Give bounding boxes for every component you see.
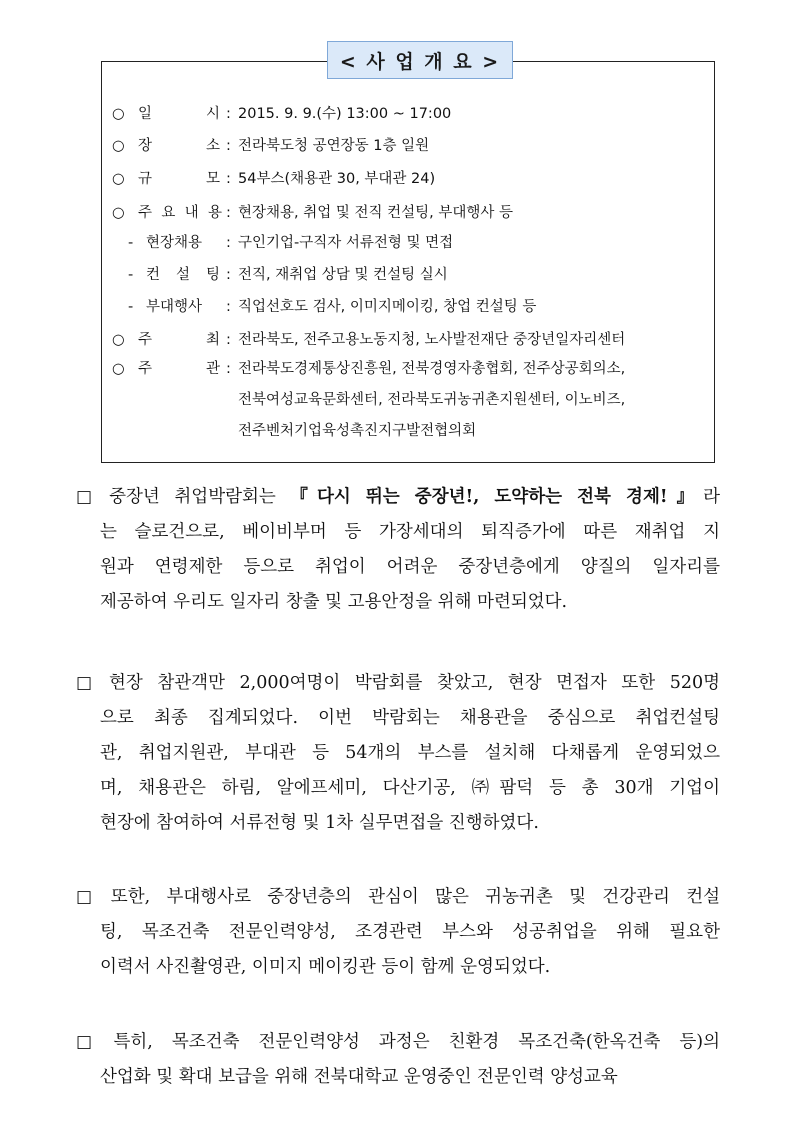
square-bullet-icon: □ (76, 487, 102, 507)
body-paragraph (76, 880, 720, 985)
dash-marker: - (128, 235, 134, 251)
summary-row-label-part: 일 (138, 106, 153, 122)
paragraph-line (76, 880, 720, 915)
summary-row-value: 전라북도청 공연장동 1층 일원 (238, 138, 430, 154)
summary-row (112, 360, 712, 380)
summary-row-label-part: 현장채용 (146, 235, 203, 251)
paragraph-line-text: 으로 최종 집계되었다. 이번 박람회는 채용관을 중심으로 취업컨설팅 (100, 708, 720, 728)
summary-row-label (138, 204, 222, 222)
summary-row-value: 2015. 9. 9.(수) 13:00 ~ 17:00 (238, 106, 452, 122)
circle-bullet-icon: ○ (112, 171, 125, 187)
paragraph-line (76, 915, 720, 950)
summary-row-colon: : (226, 361, 231, 377)
paragraph-line-text: 팅, 목조건축 전문인력양성, 조경관련 부스와 성공취업을 위해 필요한 (100, 922, 720, 942)
paragraph-line-text: 이력서 사진촬영관, 이미지 메이킹관 등이 함께 운영되었다. (100, 957, 551, 977)
dash-marker: - (128, 299, 134, 315)
paragraph-line (76, 480, 720, 515)
summary-row-value: 전라북도경제통상진흥원, 전북경영자총협회, 전주상공회의소, (238, 361, 626, 377)
paragraph-line-text: 는 슬로건으로, 베이비부머 등 가장세대의 퇴직증가에 따른 재취업 지 (100, 522, 720, 542)
summary-row-label-part: 시 (205, 106, 220, 122)
summary-row-label-part: 컨 (146, 267, 161, 283)
paragraph-line (76, 550, 720, 585)
paragraph-line (76, 736, 720, 771)
summary-row (128, 234, 728, 254)
summary-row-label-part: 내 (184, 205, 199, 221)
paragraph-line-text: 며, 채용관은 하림, 알에프세미, 다산기공, ㈜팜덕 등 총 30개 기업이 (100, 778, 720, 798)
body-paragraph (76, 480, 720, 620)
summary-row-colon: : (226, 267, 231, 283)
summary-row-colon: : (226, 138, 231, 154)
summary-row-label-part: 주 (138, 332, 153, 348)
paragraph-line-text: 현장 참관객만 2,000여명이 박람회를 찾았고, 현장 면접자 또한 520명 (109, 673, 720, 693)
body-paragraph (76, 666, 720, 841)
summary-row-label-part: 모 (205, 171, 220, 187)
summary-row-value: 전라북도, 전주고용노동지청, 노사발전재단 중장년일자리센터 (238, 332, 626, 348)
summary-row-colon: : (226, 106, 231, 122)
paragraph-line (76, 515, 720, 550)
summary-row-label-part: 주 (138, 361, 153, 377)
slogan-text: 『다시 뛰는 중장년!, 도약하는 전북 경제!』 (290, 487, 704, 507)
summary-row-value: 현장채용, 취업 및 전직 컨설팅, 부대행사 등 (238, 205, 513, 221)
paragraph-line-text: 또한, 부대행사로 중장년층의 관심이 많은 귀농귀촌 및 건강관리 컨설 (110, 887, 721, 907)
circle-bullet-icon: ○ (112, 332, 125, 348)
summary-row (128, 266, 728, 286)
summary-row-label-part: 주 (138, 205, 153, 221)
summary-row (112, 137, 712, 157)
summary-row-colon: : (226, 205, 231, 221)
summary-row-label (146, 234, 220, 252)
summary-row-colon: : (226, 299, 231, 315)
summary-row-value: 54부스(채용관 30, 부대관 24) (238, 171, 436, 187)
summary-row-label (138, 331, 220, 349)
paragraph-line-text: 원과 연령제한 등으로 취업이 어려운 중장년층에게 양질의 일자리를 (100, 557, 720, 577)
summary-row-label-part: 용 (207, 205, 222, 221)
summary-row (112, 391, 712, 411)
summary-row (112, 331, 712, 351)
paragraph-line-text: 제공하여 우리도 일자리 창출 및 고용안정을 위해 마련되었다. (100, 592, 568, 612)
circle-bullet-icon: ○ (112, 205, 125, 221)
summary-row (112, 170, 712, 190)
circle-bullet-icon: ○ (112, 361, 125, 377)
summary-row-label-part: 설 (175, 267, 190, 283)
summary-row-label-part: 소 (205, 138, 220, 154)
paragraph-line (76, 806, 720, 841)
square-bullet-icon: □ (76, 887, 103, 907)
circle-bullet-icon: ○ (112, 106, 125, 122)
paragraph-line-text: 산업화 및 확대 보급을 위해 전북대학교 운영중인 전문인력 양성교육 (100, 1067, 618, 1087)
summary-row-label-part: 관 (205, 361, 220, 377)
summary-row-label-part: 규 (138, 171, 153, 187)
summary-row-label-part: 최 (205, 332, 220, 348)
body-paragraph (76, 1025, 720, 1095)
paragraph-line (76, 666, 720, 701)
dash-marker: - (128, 267, 134, 283)
summary-row (112, 105, 712, 125)
circle-bullet-icon: ○ (112, 138, 125, 154)
summary-title: < 사 업 개 요 > (327, 41, 513, 79)
summary-row-label-part: 요 (161, 205, 176, 221)
summary-row-colon: : (226, 235, 231, 251)
paragraph-line (76, 585, 720, 620)
summary-row-label (138, 170, 220, 188)
paragraph-line-text: 관, 취업지원관, 부대관 등 54개의 부스를 설치해 다채롭게 운영되었으 (100, 743, 720, 763)
paragraph-line (76, 950, 720, 985)
summary-row-label (138, 105, 220, 123)
paragraph-line (76, 1025, 720, 1060)
summary-row-colon: : (226, 171, 231, 187)
summary-row-value: 구인기업-구직자 서류전형 및 면접 (238, 235, 454, 251)
summary-row-value: 전주벤처기업육성촉진지구발전협의회 (238, 423, 477, 439)
square-bullet-icon: □ (76, 673, 102, 693)
summary-row-label-part: 부대행사 (146, 299, 203, 315)
summary-row-label (146, 298, 220, 316)
summary-row-value: 전직, 재취업 상담 및 컨설팅 실시 (238, 267, 448, 283)
summary-row-label-part: 팅 (205, 267, 220, 283)
summary-row-label-part: 장 (138, 138, 153, 154)
square-bullet-icon: □ (76, 1032, 106, 1052)
summary-row (128, 298, 728, 318)
summary-row-label (138, 137, 220, 155)
summary-row-label (138, 360, 220, 378)
paragraph-line-text: 특히, 목조건축 전문인력양성 과정은 친환경 목조건축(한옥건축 등)의 (113, 1032, 721, 1052)
paragraph-line (76, 771, 720, 806)
paragraph-line-text: 중장년 취업박람회는 『다시 뛰는 중장년!, 도약하는 전북 경제!』라 (109, 487, 721, 507)
paragraph-line (76, 701, 720, 736)
summary-row-colon: : (226, 332, 231, 348)
summary-row-value: 전북여성교육문화센터, 전라북도귀농귀촌지원센터, 이노비즈, (238, 392, 626, 408)
summary-row-label (146, 266, 220, 284)
summary-row (112, 204, 712, 224)
paragraph-line (76, 1060, 720, 1095)
paragraph-line-text: 현장에 참여하여 서류전형 및 1차 실무면접을 진행하였다. (100, 813, 539, 833)
summary-row (112, 422, 712, 442)
summary-row-value: 직업선호도 검사, 이미지메이킹, 창업 컨설팅 등 (238, 299, 537, 315)
